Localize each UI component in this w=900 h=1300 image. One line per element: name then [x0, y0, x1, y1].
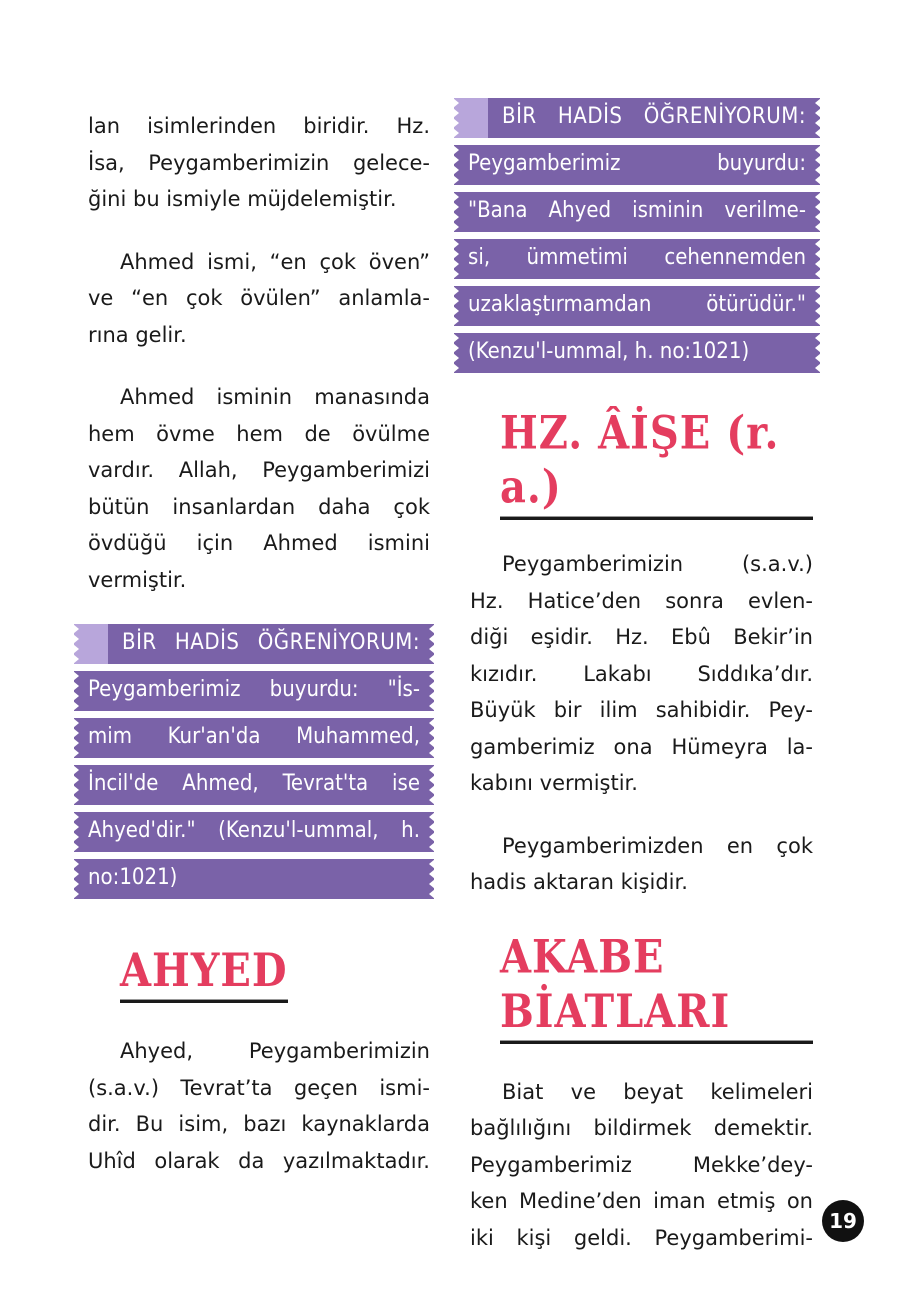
hadis-strip — [74, 859, 434, 899]
hadis-line: Ahyed'dir." (Kenzu'l-ummal, h. — [88, 818, 420, 843]
hadis-strip — [74, 718, 434, 758]
text-line: Büyük bir ilim sahibidir. Pey- — [470, 698, 813, 722]
text-line: dir. Bu isim, bazı kaynaklarda — [88, 1112, 430, 1136]
hadis-strip — [454, 286, 820, 326]
text-line: gamberimiz ona Hümeyra la- — [470, 734, 813, 759]
section-heading-aise: HZ. ÂİŞE (r. a.) — [500, 406, 813, 520]
text-line: Uhîd olarak da yazılmaktadır. — [88, 1148, 430, 1173]
text-line: Ahyed, Peygamberimizin — [120, 1039, 430, 1063]
hadis-line: İncil'de Ahmed, Tevrat'ta ise — [88, 771, 420, 796]
text-line: vardır. Allah, Peygamberimizi — [88, 458, 430, 482]
text-line: Peygamberimizden en çok — [502, 833, 813, 858]
text-line: Peygamberimiz Mekke’dey- — [470, 1152, 813, 1177]
tape-edge — [454, 333, 463, 373]
hadis-strip — [74, 671, 434, 711]
hadis-line: Peygamberimiz buyurdu: "İs- — [88, 677, 420, 702]
hadis-line: si, ümmetimi cehennemden — [468, 245, 806, 270]
tape-edge — [74, 624, 83, 664]
text-line: Peygamberimizin (s.a.v.) — [502, 552, 813, 576]
text-line: hem övme hem de övülme — [88, 421, 430, 446]
text-line: ve “en çok övülen” anlamla- — [88, 286, 430, 310]
hadis-title-strip — [74, 624, 434, 664]
left-column — [88, 108, 430, 1205]
tape-edge — [454, 192, 463, 232]
tape-edge — [811, 192, 820, 232]
tape-edge — [454, 239, 463, 279]
tape-edge — [425, 671, 434, 711]
tape-edge — [454, 145, 463, 185]
page-number: 19 — [822, 1200, 864, 1242]
text-line: kabını vermiştir. — [470, 771, 638, 795]
left-paragraph-2 — [88, 244, 430, 354]
hadis-strip — [74, 765, 434, 805]
right-paragraph-3 — [470, 1074, 813, 1257]
tape-edge — [811, 98, 820, 138]
hadis-strip — [454, 145, 820, 185]
section-heading-ahyed: AHYED — [120, 943, 288, 1003]
text-line: lan isimlerinden biridir. Hz. — [88, 114, 430, 138]
text-line: bütün insanlardan daha çok — [88, 494, 430, 519]
text-line: Ahmed isminin manasında — [120, 385, 430, 409]
tape-edge — [425, 765, 434, 805]
tape-edge — [811, 239, 820, 279]
hadis-title: BİR HADİS ÖĞRENİYORUM: — [122, 630, 420, 655]
left-paragraph-4 — [88, 1033, 430, 1179]
tape-edge — [425, 812, 434, 852]
tape-edge — [811, 333, 820, 373]
tape-edge — [425, 624, 434, 664]
hadis-strip — [74, 812, 434, 852]
text-line: Ahmed ismi, “en çok öven” — [120, 249, 430, 274]
left-paragraph-3 — [88, 379, 430, 598]
tape-edge — [74, 812, 83, 852]
text-line: ken Medine’den iman etmiş on — [470, 1189, 813, 1213]
text-line: Hz. Hatice’den sonra evlen- — [470, 588, 813, 613]
text-line: İsa, Peygamberimizin gelece- — [88, 150, 430, 175]
text-line: (s.a.v.) Tevrat’ta geçen ismi- — [88, 1075, 430, 1100]
text-line: övdüğü için Ahmed ismini — [88, 531, 430, 555]
text-line: rına gelir. — [88, 322, 187, 347]
tape-edge — [811, 145, 820, 185]
hadis-strip — [454, 333, 820, 373]
tape-edge — [74, 671, 83, 711]
tape-edge — [74, 765, 83, 805]
tape-edge — [74, 859, 83, 899]
hadis-line: (Kenzu'l-ummal, h. no:1021) — [468, 339, 750, 364]
hadis-title-strip — [454, 98, 820, 138]
hadis-line: Peygamberimiz buyurdu: — [468, 151, 806, 176]
right-paragraph-2 — [470, 828, 813, 901]
hadis-strip — [454, 192, 820, 232]
tape-edge — [425, 718, 434, 758]
right-paragraph-1 — [470, 546, 813, 802]
tape-edge — [454, 98, 463, 138]
text-line: ğini bu ismiyle müjdelemiştir. — [88, 187, 397, 211]
hadis-box-right — [454, 98, 820, 373]
hadis-line: no:1021) — [88, 865, 178, 890]
right-column — [470, 98, 813, 1282]
hadis-title: BİR HADİS ÖĞRENİYORUM: — [502, 104, 806, 129]
text-line: Biat ve beyat kelimeleri — [502, 1079, 813, 1104]
hadis-box-left — [74, 624, 434, 899]
tape-edge — [74, 718, 83, 758]
text-line: bağlılığını bildirmek demektir. — [470, 1116, 813, 1140]
text-line: diği eşidir. Hz. Ebû Bekir’in — [470, 625, 813, 649]
hadis-line: "Bana Ahyed isminin verilme- — [468, 198, 806, 223]
left-paragraph-1 — [88, 108, 430, 218]
hadis-line: mim Kur'an'da Muhammed, — [88, 724, 420, 749]
tape-edge — [811, 286, 820, 326]
text-line: vermiştir. — [88, 567, 187, 592]
tape-edge — [425, 859, 434, 899]
section-heading-akabe: AKABE BİATLARI — [500, 930, 813, 1044]
text-line: kızıdır. Lakabı Sıddıka’dır. — [470, 661, 813, 686]
hadis-line: uzaklaştırmamdan ötürüdür." — [468, 292, 806, 317]
text-line: iki kişi geldi. Peygamberimi- — [470, 1225, 813, 1250]
tape-edge — [454, 286, 463, 326]
text-line: hadis aktaran kişidir. — [470, 870, 688, 894]
hadis-strip — [454, 239, 820, 279]
